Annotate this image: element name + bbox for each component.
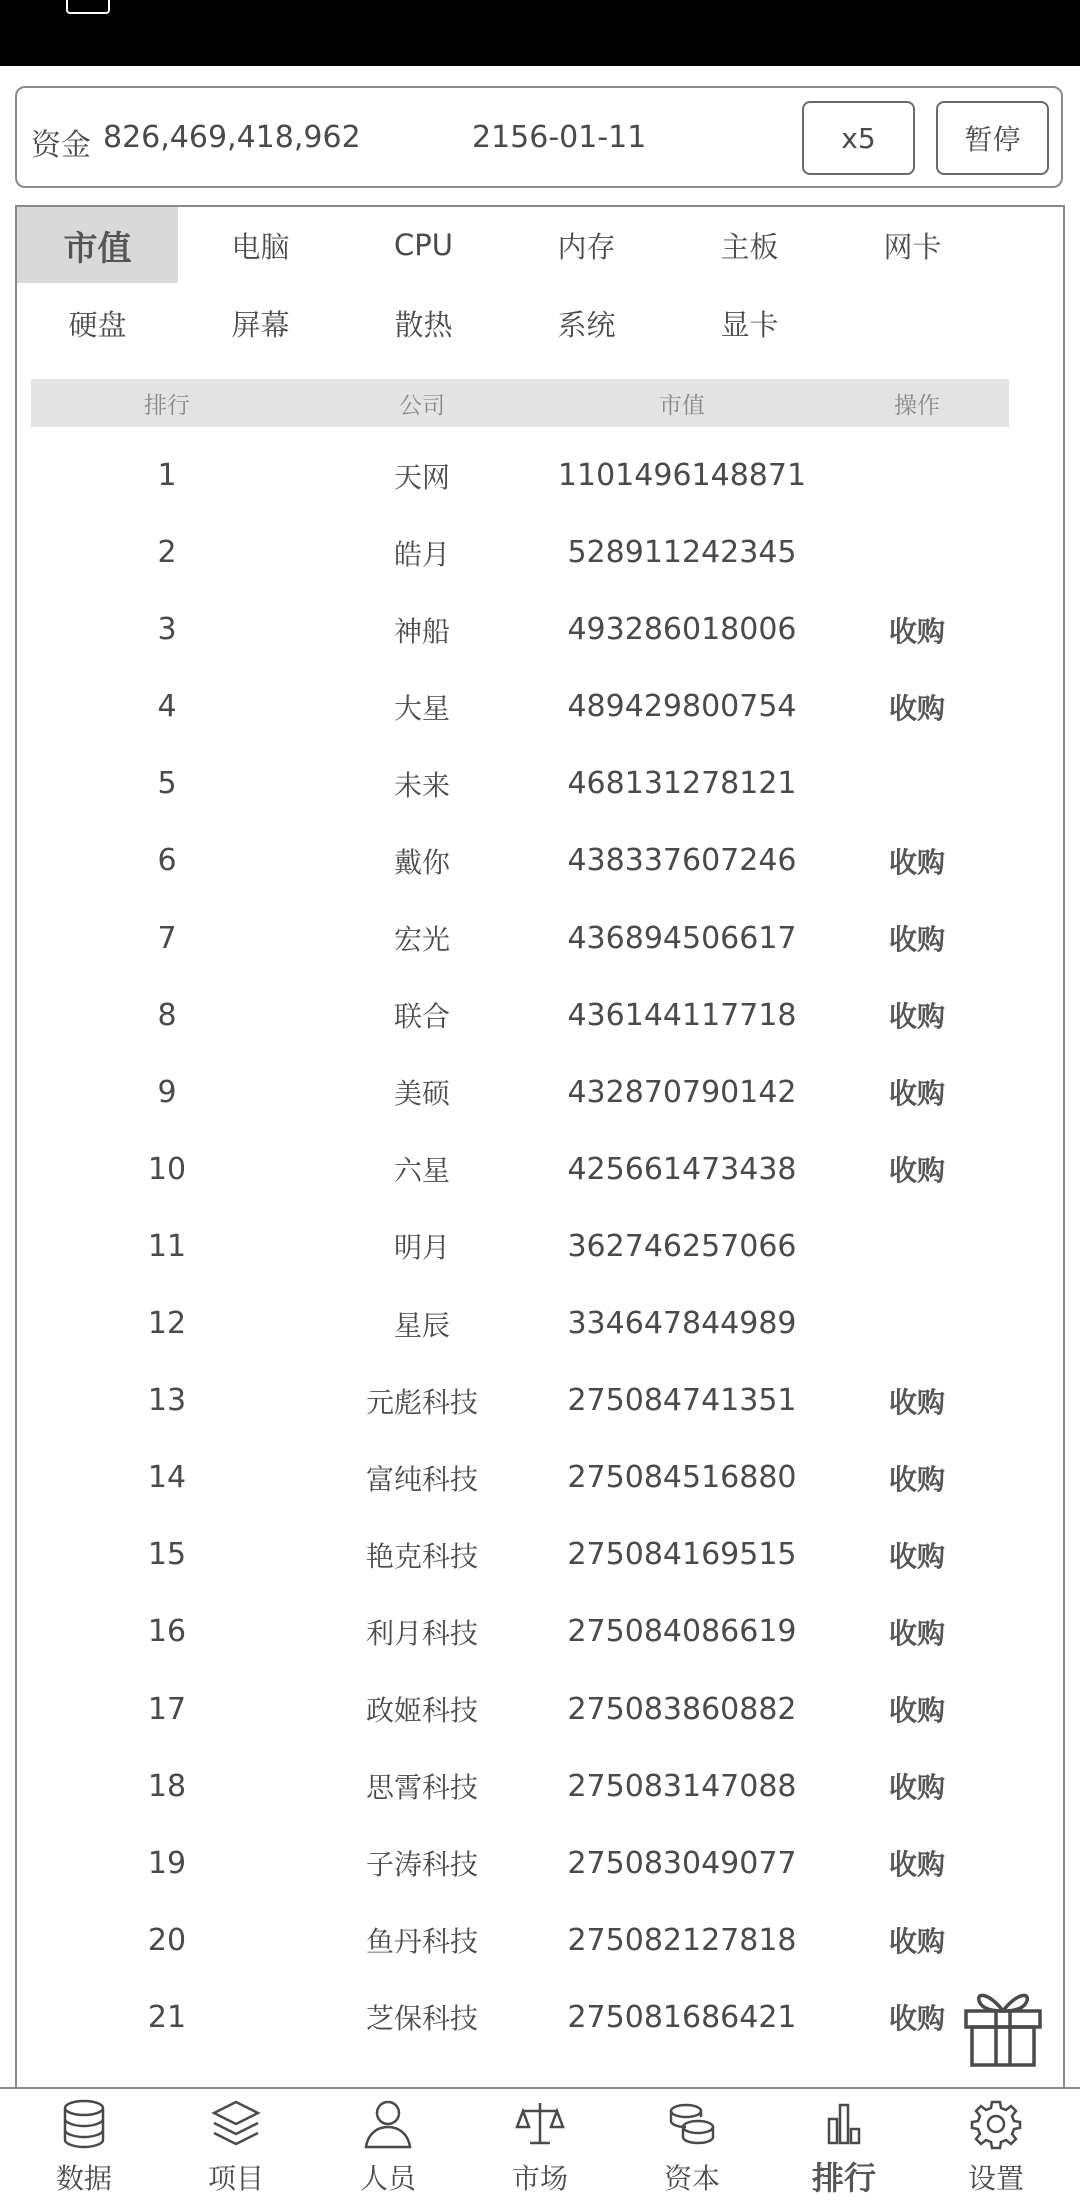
tab-network-card[interactable]: 网卡 <box>883 229 942 264</box>
acquire-button[interactable]: 收购 <box>888 1694 945 1727</box>
acquire-button[interactable]: 收购 <box>888 1539 945 1573</box>
scale-icon <box>513 2097 567 2151</box>
table-row <box>17 1516 1067 1593</box>
rank-cell: 13 <box>147 1383 187 1419</box>
acquire-button[interactable]: 收购 <box>888 614 945 648</box>
rank-cell: 8 <box>157 997 177 1033</box>
company-cell: 元彪科技 <box>365 1385 478 1419</box>
market-value-cell: 275084741351 <box>567 1383 797 1419</box>
header-rank: 排行 <box>144 392 190 419</box>
nav-data-label: 数据 <box>55 2162 112 2195</box>
company-cell: 神船 <box>393 614 450 648</box>
rank-cell: 6 <box>157 843 177 879</box>
market-value-cell: 528911242345 <box>567 535 797 571</box>
acquire-button[interactable]: 收购 <box>888 923 945 957</box>
acquire-button[interactable]: 收购 <box>888 1077 945 1111</box>
tab-cooling[interactable]: 散热 <box>394 307 453 342</box>
pause-button[interactable]: 暂停 <box>936 101 1049 175</box>
market-value-cell: 275083049077 <box>567 1845 797 1881</box>
company-cell: 思霄科技 <box>365 1771 478 1805</box>
gear-icon <box>969 2097 1023 2151</box>
funds-value: 826,469,418,962 <box>103 120 361 155</box>
table-row <box>17 822 1067 899</box>
market-value-cell: 275084086619 <box>567 1614 797 1650</box>
acquire-button <box>867 437 967 514</box>
funds-label: 资金 <box>31 128 91 163</box>
rank-cell: 2 <box>157 535 177 571</box>
gift-icon <box>960 1983 1046 2069</box>
notification-icon <box>66 0 110 14</box>
rank-cell: 18 <box>147 1768 187 1804</box>
ranking-list <box>17 437 1067 2056</box>
header-market-value: 市值 <box>659 392 705 419</box>
gift-button[interactable] <box>960 1983 1046 2069</box>
database-icon <box>57 2097 111 2151</box>
company-cell: 皓月 <box>393 537 450 571</box>
bar-chart-icon <box>817 2097 871 2151</box>
company-cell: 六星 <box>393 1154 450 1188</box>
acquire-button[interactable]: 收购 <box>888 1385 945 1419</box>
market-value-cell: 275081686421 <box>567 1999 797 2035</box>
company-cell: 芝保科技 <box>365 2002 478 2036</box>
market-value-cell: 436894506617 <box>567 920 797 956</box>
game-date: 2156-01-11 <box>472 120 647 155</box>
rank-cell: 5 <box>157 766 177 802</box>
market-value-cell: 436144117718 <box>567 997 797 1033</box>
tab-graphics-card[interactable]: 显卡 <box>720 307 779 342</box>
nav-data[interactable] <box>8 2089 160 2206</box>
market-value-cell: 275082127818 <box>567 1922 797 1958</box>
table-row <box>17 1825 1067 1902</box>
company-cell: 富纯科技 <box>365 1462 478 1496</box>
table-row <box>17 668 1067 745</box>
company-cell: 天网 <box>393 460 450 494</box>
acquire-button[interactable]: 收购 <box>888 1000 945 1034</box>
table-header <box>31 379 1009 427</box>
market-value-cell: 489429800754 <box>567 689 797 725</box>
table-row <box>17 1285 1067 1362</box>
tab-computer[interactable]: 电脑 <box>231 229 290 264</box>
table-row <box>17 1439 1067 1516</box>
rank-cell: 15 <box>147 1537 187 1573</box>
rank-cell: 4 <box>157 689 177 725</box>
nav-staff-label: 人员 <box>359 2162 416 2195</box>
market-value-cell: 432870790142 <box>567 1074 797 1110</box>
table-row <box>17 900 1067 977</box>
table-row <box>17 1054 1067 1131</box>
acquire-button[interactable]: 收购 <box>888 2002 945 2036</box>
acquire-button[interactable]: 收购 <box>888 1771 945 1805</box>
tab-cpu[interactable]: CPU <box>394 228 453 262</box>
market-value-cell: 334647844989 <box>567 1306 797 1342</box>
rank-cell: 9 <box>157 1074 177 1110</box>
table-row <box>17 1902 1067 1979</box>
table-row <box>17 1748 1067 1825</box>
company-cell: 政姬科技 <box>365 1694 478 1727</box>
nav-ranking[interactable] <box>768 2089 920 2206</box>
speed-button[interactable]: x5 <box>802 101 915 175</box>
bottom-nav <box>0 2087 1080 2204</box>
tab-market-value[interactable]: 市值 <box>17 207 178 283</box>
table-row <box>17 1208 1067 1285</box>
nav-capital[interactable] <box>616 2089 768 2206</box>
table-row <box>17 1131 1067 1208</box>
ranking-panel <box>15 205 1065 2087</box>
company-cell: 鱼丹科技 <box>365 1925 478 1959</box>
table-row <box>17 1362 1067 1439</box>
table-row <box>17 514 1067 591</box>
tab-screen[interactable]: 屏幕 <box>231 307 290 342</box>
company-cell: 艳克科技 <box>365 1539 478 1573</box>
company-cell: 星辰 <box>393 1308 450 1342</box>
tab-system[interactable]: 系统 <box>557 307 616 342</box>
tab-memory[interactable]: 内存 <box>557 229 616 264</box>
rank-cell: 21 <box>147 1999 187 2035</box>
market-value-cell: 275084169515 <box>567 1537 797 1573</box>
nav-ranking-label: 排行 <box>811 2159 876 2197</box>
market-value-cell: 275083147088 <box>567 1768 797 1804</box>
nav-staff[interactable] <box>312 2089 464 2206</box>
table-row <box>17 1593 1067 1670</box>
market-value-cell: 425661473438 <box>567 1151 797 1187</box>
nav-market-label: 市场 <box>511 2162 568 2195</box>
rank-cell: 11 <box>147 1228 187 1264</box>
coins-icon <box>665 2097 719 2151</box>
company-cell: 子涛科技 <box>365 1848 478 1882</box>
acquire-button <box>867 745 967 822</box>
header-company: 公司 <box>399 392 445 419</box>
table-row <box>17 591 1067 668</box>
rank-cell: 20 <box>147 1922 187 1958</box>
tab-hard-disk[interactable]: 硬盘 <box>68 307 127 342</box>
company-cell: 联合 <box>393 1000 450 1034</box>
table-row <box>17 977 1067 1054</box>
tab-motherboard[interactable]: 主板 <box>720 229 779 264</box>
rank-cell: 12 <box>147 1306 187 1342</box>
header-action: 操作 <box>894 392 940 419</box>
table-row <box>17 1979 1067 2056</box>
rank-cell: 19 <box>147 1845 187 1881</box>
acquire-button[interactable]: 收购 <box>888 1925 945 1959</box>
acquire-button[interactable]: 收购 <box>888 845 945 879</box>
rank-cell: 3 <box>157 612 177 648</box>
rank-cell: 14 <box>147 1460 187 1496</box>
market-value-cell: 438337607246 <box>567 843 797 879</box>
market-value-cell: 468131278121 <box>567 766 797 802</box>
table-row <box>17 437 1067 514</box>
status-bar <box>0 0 1080 66</box>
acquire-button[interactable]: 收购 <box>888 1848 945 1882</box>
company-cell: 宏光 <box>393 923 450 957</box>
acquire-button <box>867 1285 967 1362</box>
table-row <box>17 1671 1067 1748</box>
nav-projects-label: 项目 <box>207 2162 264 2195</box>
company-cell: 美硕 <box>393 1077 450 1111</box>
rank-cell: 1 <box>157 458 177 493</box>
market-value-cell: 362746257066 <box>567 1228 797 1264</box>
nav-settings[interactable] <box>920 2089 1072 2206</box>
market-value-cell: 275084516880 <box>567 1460 797 1496</box>
acquire-button[interactable]: 收购 <box>888 691 945 725</box>
market-value-cell: 493286018006 <box>567 612 797 648</box>
acquire-button[interactable]: 收购 <box>888 1154 945 1188</box>
company-cell: 戴你 <box>393 845 450 879</box>
company-cell: 利月科技 <box>365 1616 478 1650</box>
nav-market[interactable] <box>464 2089 616 2206</box>
acquire-button[interactable]: 收购 <box>888 1616 945 1650</box>
nav-projects[interactable] <box>160 2089 312 2206</box>
company-cell: 大星 <box>393 691 450 725</box>
top-info-bar <box>15 86 1063 188</box>
company-cell: 未来 <box>393 768 450 802</box>
rank-cell: 10 <box>147 1151 187 1187</box>
person-icon <box>361 2097 415 2151</box>
acquire-button[interactable]: 收购 <box>888 1462 945 1496</box>
table-row <box>17 745 1067 822</box>
acquire-button <box>867 514 967 591</box>
market-value-cell: 275083860882 <box>567 1691 797 1727</box>
rank-cell: 16 <box>147 1614 187 1650</box>
acquire-button <box>867 1208 967 1285</box>
nav-capital-label: 资本 <box>663 2162 720 2195</box>
nav-settings-label: 设置 <box>967 2162 1024 2195</box>
rank-cell: 17 <box>147 1691 187 1727</box>
market-value-cell: 1101496148871 <box>557 458 807 493</box>
company-cell: 明月 <box>393 1231 450 1265</box>
layers-icon <box>209 2097 263 2151</box>
rank-cell: 7 <box>157 920 177 956</box>
